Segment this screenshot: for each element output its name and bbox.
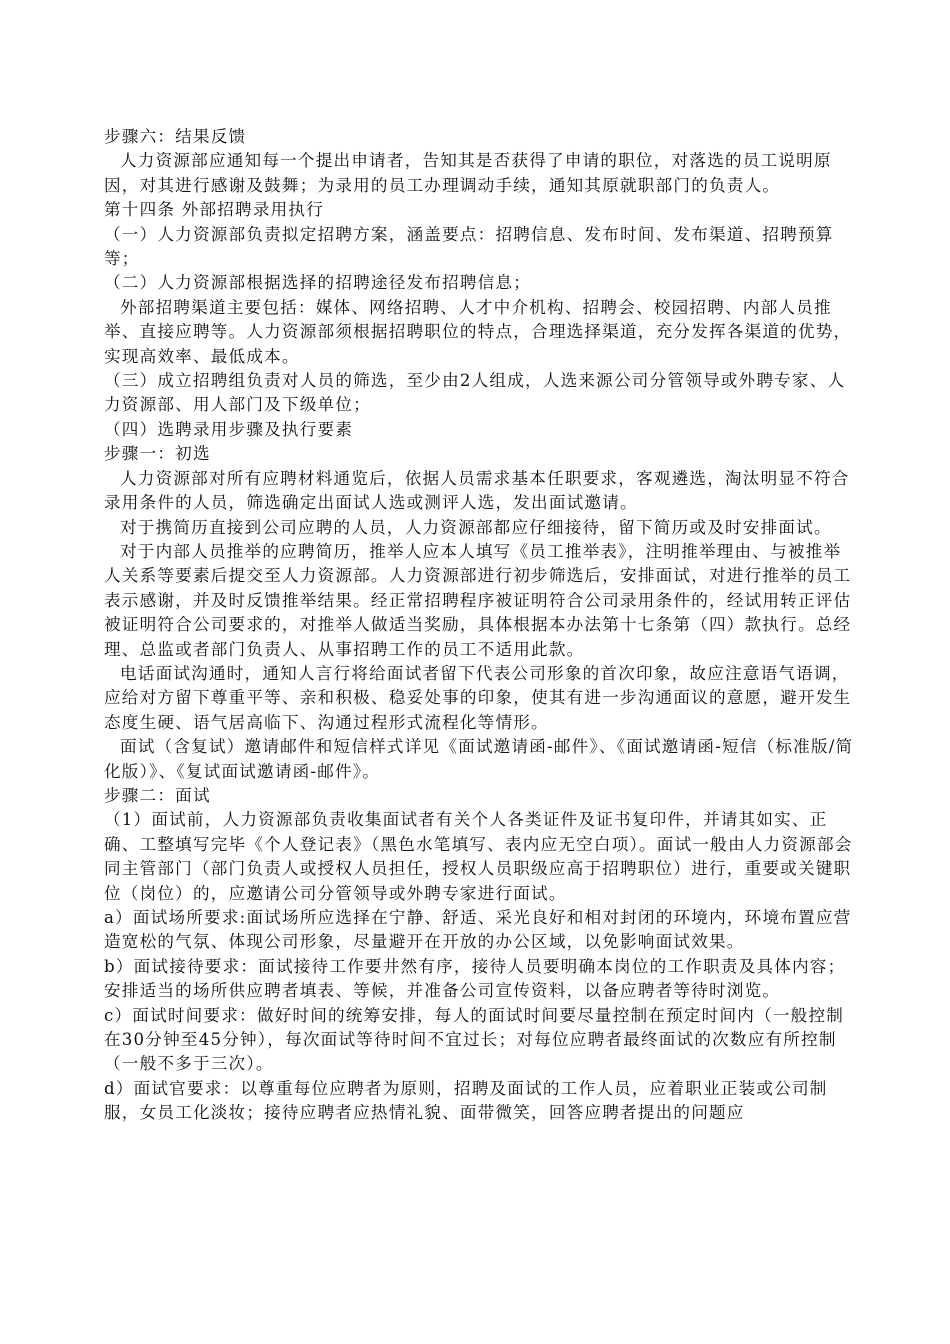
paragraph-invitation-templates: 面试（含复试）邀请邮件和短信样式详见《面试邀请函-邮件》、《面试邀请函-短信（标准版/简化版）》、《复试面试邀请函-邮件》。	[104, 737, 854, 781]
step-one-heading: 步骤一：初选	[104, 444, 211, 464]
paragraph-result-feedback: 人力资源部应通知每一个提出申请者，告知其是否获得了申请的职位，对落选的员工说明原因，对其进行感谢及鼓舞；为录用的员工办理调动手续，通知其原就职部门的负责人。	[104, 151, 832, 195]
item-2-publish-info: （二）人力资源部根据选择的招聘途径发布招聘信息；	[104, 273, 532, 293]
paragraph-pre-interview: （1）面试前，人力资源部负责收集面试者有关个人各类证件及证书复印件，并请其如实、正确、工整填写完毕《个人登记表》（黑色水笔填写、表内应无空白项）。面试一般由人力资源部会同主管部门（部门负责人或授权人员担任，授权人员职级应高于招聘职位）进行，重要或关键职位（岗位）的，应邀请公司分管领导或外聘专家进行面试。	[104, 810, 853, 903]
item-d-interviewer-requirements: d）面试官要求：以尊重每位应聘者为原则，招聘及面试的工作人员，应着职业正装或公司制服，女员工化淡妆；接待应聘者应热情礼貌、面带微笑，回答应聘者提出的问题应	[104, 1078, 828, 1123]
paragraph-phone-interview: 电话面试沟通时，通知人言行将给面试者留下代表公司形象的首次印象，故应注意语气语调，应给对方留下尊重平等、亲和积极、稳妥处事的印象，使其有进一步沟通面议的意愿，避开发生态度生硬、语气居高临下、沟通过程形式流程化等情形。	[104, 663, 852, 732]
item-1-recruitment-plan: （一）人力资源部负责拟定招聘方案，涵盖要点：招聘信息、发布时间、发布渠道、招聘预算等；	[104, 224, 834, 269]
item-3-recruitment-team: （三）成立招聘组负责对人员的筛选，至少由2人组成，人选来源公司分管领导或外聘专家、人力资源部、用人部门及下级单位；	[104, 371, 846, 415]
item-b-reception-requirements: b）面试接待要求：面试接待工作要井然有序，接待人员要明确本岗位的工作职责及具体内容；安排适当的场所供应聘者填表、等候，并准备公司宣传资料，以备应聘者等待时浏览。	[104, 956, 846, 1001]
article-14-heading: 第十四条 外部招聘录用执行	[104, 200, 324, 220]
step-two-heading: 步骤二：面试	[104, 785, 211, 805]
document-body	[104, 125, 856, 1126]
paragraph-initial-screening: 人力资源部对所有应聘材料通览后，依据人员需求基本任职要求，客观遴选，淘汰明显不符合录用条件的人员，筛选确定出面试人选或测评人选，发出面试邀请。	[104, 468, 850, 513]
paragraph-walk-in-applicants: 对于携简历直接到公司应聘的人员，人力资源部都应仔细接待，留下简历或及时安排面试。	[120, 517, 832, 537]
step-six-heading: 步骤六：结果反馈	[104, 127, 247, 146]
paragraph-external-channels: 外部招聘渠道主要包括：媒体、网络招聘、人才中介机构、招聘会、校园招聘、内部人员推举、直接应聘等。人力资源部须根据招聘职位的特点，合理选择渠道，充分发挥各渠道的优势，实现高效率、最低成本。	[104, 297, 852, 366]
item-4-selection-steps: （四）选聘录用步骤及执行要素	[104, 419, 354, 439]
paragraph-internal-referral: 对于内部人员推举的应聘简历，推举人应本人填写《员工推举表》，注明推举理由、与被推举人关系等要素后提交至人力资源部。人力资源部进行初步筛选后，安排面试，对进行推举的员工表示感谢，并及时反馈推举结果。经正常招聘程序被证明符合公司录用条件的，经试用转正评估被证明符合公司要求的，对推举人做适当奖励，具体根据本办法第十七条第（四）款执行。总经理、总监或者部门负责人、从事招聘工作的员工不适用此款。	[104, 541, 852, 659]
item-c-time-requirements: c）面试时间要求：做好时间的统筹安排，每人的面试时间要尽量控制在预定时间内（一般控制在30分钟至45分钟），每次面试等待时间不宜过长；对每位应聘者最终面试的次数应有所控制（一般不多于三次）。	[104, 1005, 845, 1074]
item-a-venue-requirements: a）面试场所要求:面试场所应选择在宁静、舒适、采光良好和相对封闭的环境内，环境布置应营造宽松的气氛、体现公司形象，尽量避开在开放的办公区域，以免影响面试效果。	[104, 908, 852, 952]
